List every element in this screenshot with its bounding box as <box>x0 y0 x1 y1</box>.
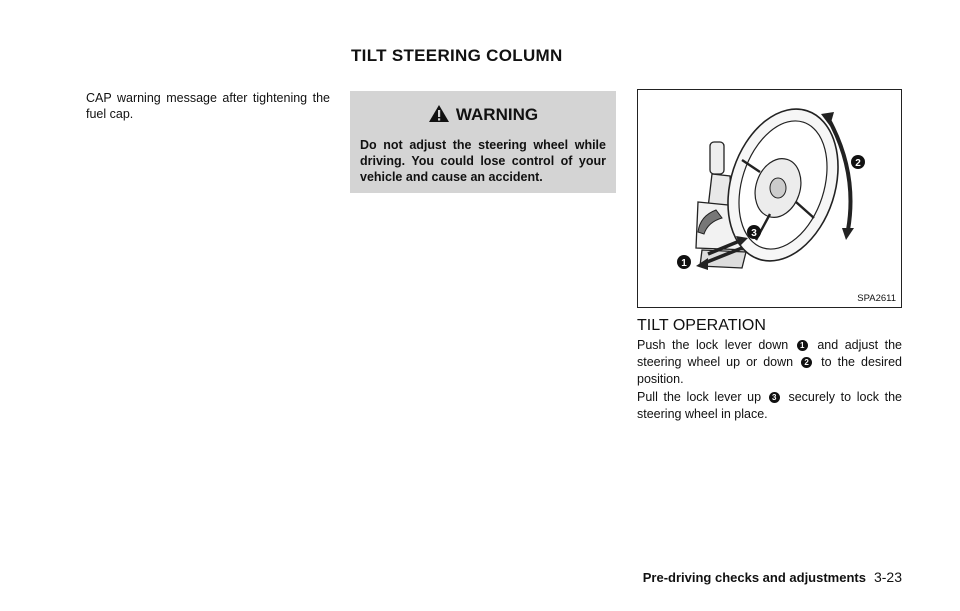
page-number: 3-23 <box>873 569 902 585</box>
footer-chapter-title: Pre-driving checks and adjustments <box>642 570 866 585</box>
callout-2-label: 2 <box>855 158 861 169</box>
p2-text-b: securely to lock the steering wheel in place. <box>637 390 902 421</box>
p2-text-a: Pull the lock lever up <box>637 390 762 404</box>
tilt-instructions <box>637 337 902 388</box>
warning-triangle-icon <box>428 104 450 123</box>
continued-paragraph: CAP warning message after tightening the fuel cap. <box>86 91 330 121</box>
step-2-marker: 2 <box>801 357 812 368</box>
steering-figure <box>637 89 902 308</box>
section-title: TILT STEERING COLUMN <box>351 46 563 65</box>
step-3-marker: 3 <box>769 392 780 403</box>
page-footer <box>643 569 902 585</box>
warning-header <box>350 104 616 128</box>
callout-1-label: 1 <box>681 258 687 269</box>
p1-text-c: to the desired position. <box>637 355 903 386</box>
warning-title: WARNING <box>455 105 539 124</box>
figure-code: SPA2611 <box>857 293 896 304</box>
p1-text-a: Push the lock lever down <box>637 338 789 352</box>
warning-box <box>350 91 616 193</box>
p1-text-b: and adjust the steering wheel up or down <box>637 338 902 369</box>
tilt-operation-heading: TILT OPERATION <box>637 317 766 334</box>
callout-3-label: 3 <box>751 228 757 239</box>
steering-column-illustration <box>638 90 901 307</box>
lock-instructions <box>637 389 902 423</box>
step-1-marker: 1 <box>797 340 808 351</box>
warning-text: Do not adjust the steering wheel while driving. You could lose control of your vehicle and cause an accident. <box>360 138 606 184</box>
